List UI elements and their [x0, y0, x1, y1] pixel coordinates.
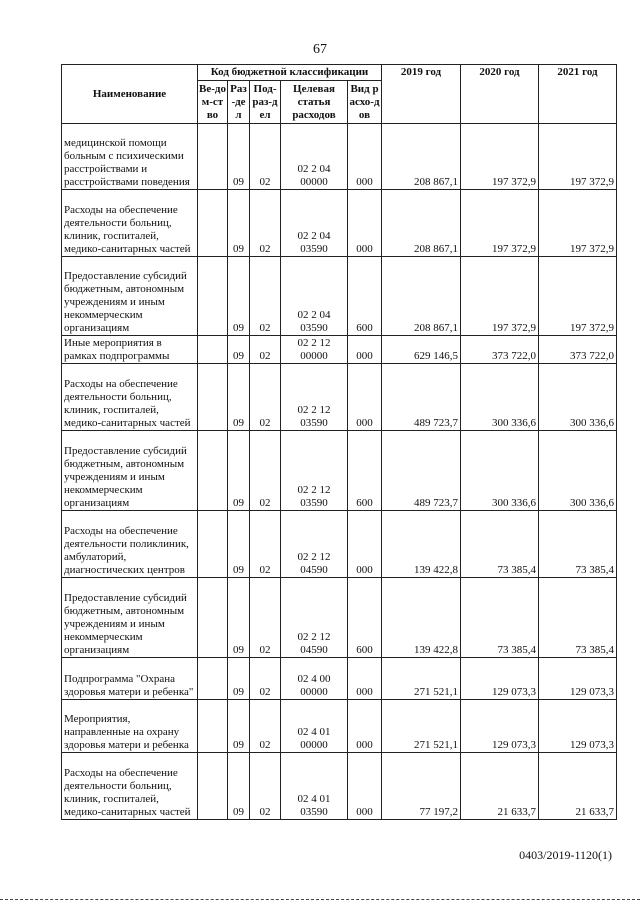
header-celevaya: Целевая статья расходов [281, 81, 348, 124]
document-code: 0403/2019-1120(1) [519, 848, 612, 862]
row-podrazdel: 02 [250, 190, 281, 257]
budget-table [61, 64, 617, 820]
row-podrazdel: 02 [250, 753, 281, 820]
row-2019: 208 867,1 [382, 190, 461, 257]
row-ved [198, 658, 228, 700]
row-ved [198, 753, 228, 820]
row-2019: 208 867,1 [382, 124, 461, 190]
row-podrazdel: 02 [250, 658, 281, 700]
row-name: Иные мероприятия в рамках подпрограммы [62, 336, 198, 364]
table-row [62, 578, 617, 658]
row-vid: 600 [348, 257, 382, 336]
row-razdel: 09 [228, 124, 250, 190]
row-2019: 489 723,7 [382, 364, 461, 431]
row-2020: 197 372,9 [461, 257, 539, 336]
row-celevaya: 02 2 04 00000 [281, 124, 348, 190]
row-podrazdel: 02 [250, 511, 281, 578]
row-razdel: 09 [228, 190, 250, 257]
row-2019: 139 422,8 [382, 578, 461, 658]
row-vid: 000 [348, 511, 382, 578]
table-row [62, 753, 617, 820]
row-2019: 271 521,1 [382, 700, 461, 753]
row-celevaya: 02 2 12 03590 [281, 431, 348, 511]
table-row [62, 124, 617, 190]
row-razdel: 09 [228, 511, 250, 578]
table-row [62, 700, 617, 753]
table-row [62, 190, 617, 257]
header-name: Наименование [62, 65, 198, 124]
row-ved [198, 124, 228, 190]
row-2021: 73 385,4 [539, 511, 617, 578]
row-name: Предоставление субсидий бюджетным, автономным учреждениям и иным некоммерческим организациям [62, 578, 198, 658]
row-2020: 21 633,7 [461, 753, 539, 820]
row-2021: 197 372,9 [539, 257, 617, 336]
row-vid: 000 [348, 700, 382, 753]
row-name: Предоставление субсидий бюджетным, автономным учреждениям и иным некоммерческим организациям [62, 257, 198, 336]
row-vid: 000 [348, 190, 382, 257]
row-celevaya: 02 2 04 03590 [281, 190, 348, 257]
row-razdel: 09 [228, 700, 250, 753]
page-number: 67 [313, 42, 327, 57]
row-celevaya: 02 2 04 03590 [281, 257, 348, 336]
header-razdel: Раз-дел [228, 81, 250, 124]
row-name: Расходы на обеспечение деятельности больниц, клиник, госпиталей, медико-санитарных частей [62, 753, 198, 820]
table-row [62, 257, 617, 336]
row-name: Мероприятия, направленные на охрану здоровья матери и ребенка [62, 700, 198, 753]
row-ved [198, 257, 228, 336]
row-vid: 600 [348, 578, 382, 658]
row-2021: 300 336,6 [539, 431, 617, 511]
row-2021: 129 073,3 [539, 658, 617, 700]
row-2021: 197 372,9 [539, 190, 617, 257]
row-vid: 000 [348, 753, 382, 820]
table-row [62, 431, 617, 511]
row-ved [198, 578, 228, 658]
row-razdel: 09 [228, 431, 250, 511]
row-name: Расходы на обеспечение деятельности поликлиник, амбулаторий, диагностических центров [62, 511, 198, 578]
row-podrazdel: 02 [250, 336, 281, 364]
row-podrazdel: 02 [250, 700, 281, 753]
row-celevaya: 02 4 00 00000 [281, 658, 348, 700]
table-row [62, 364, 617, 431]
header-2019: 2019 год [382, 65, 461, 124]
row-vid: 000 [348, 658, 382, 700]
row-2021: 197 372,9 [539, 124, 617, 190]
row-podrazdel: 02 [250, 257, 281, 336]
row-ved [198, 511, 228, 578]
row-2019: 271 521,1 [382, 658, 461, 700]
row-name: Расходы на обеспечение деятельности больниц, клиник, госпиталей, медико-санитарных частей [62, 364, 198, 431]
header-2021: 2021 год [539, 65, 617, 124]
row-podrazdel: 02 [250, 364, 281, 431]
scan-edge-divider [0, 899, 640, 901]
row-2021: 129 073,3 [539, 700, 617, 753]
row-podrazdel: 02 [250, 578, 281, 658]
row-ved [198, 700, 228, 753]
row-name: Расходы на обеспечение деятельности больниц, клиник, госпиталей, медико-санитарных частей [62, 190, 198, 257]
row-vid: 000 [348, 124, 382, 190]
row-celevaya: 02 2 12 04590 [281, 578, 348, 658]
row-razdel: 09 [228, 336, 250, 364]
header-code-group: Код бюджетной классификации [198, 65, 382, 81]
row-celevaya: 02 2 12 00000 [281, 336, 348, 364]
header-podrazdel: Под-раз-дел [250, 81, 281, 124]
table-row [62, 336, 617, 364]
row-2019: 77 197,2 [382, 753, 461, 820]
row-2021: 373 722,0 [539, 336, 617, 364]
row-2020: 73 385,4 [461, 578, 539, 658]
row-razdel: 09 [228, 578, 250, 658]
row-ved [198, 431, 228, 511]
header-2020: 2020 год [461, 65, 539, 124]
row-2019: 489 723,7 [382, 431, 461, 511]
row-razdel: 09 [228, 364, 250, 431]
row-2021: 73 385,4 [539, 578, 617, 658]
row-podrazdel: 02 [250, 124, 281, 190]
row-2020: 300 336,6 [461, 364, 539, 431]
row-name: Предоставление субсидий бюджетным, автономным учреждениям и иным некоммерческим организациям [62, 431, 198, 511]
row-2019: 629 146,5 [382, 336, 461, 364]
row-2020: 129 073,3 [461, 658, 539, 700]
table-row [62, 658, 617, 700]
row-razdel: 09 [228, 257, 250, 336]
row-ved [198, 190, 228, 257]
row-vid: 000 [348, 336, 382, 364]
row-2020: 197 372,9 [461, 124, 539, 190]
row-2020: 73 385,4 [461, 511, 539, 578]
row-2019: 139 422,8 [382, 511, 461, 578]
row-razdel: 09 [228, 753, 250, 820]
row-celevaya: 02 4 01 03590 [281, 753, 348, 820]
row-vid: 600 [348, 431, 382, 511]
row-podrazdel: 02 [250, 431, 281, 511]
row-razdel: 09 [228, 658, 250, 700]
row-2021: 300 336,6 [539, 364, 617, 431]
table-header [62, 65, 617, 124]
row-2020: 300 336,6 [461, 431, 539, 511]
row-ved [198, 364, 228, 431]
table-row [62, 511, 617, 578]
row-name: Подпрограмма "Охрана здоровья матери и ребенка" [62, 658, 198, 700]
row-ved [198, 336, 228, 364]
row-2020: 129 073,3 [461, 700, 539, 753]
header-vedomstvo: Ве-дом-ство [198, 81, 228, 124]
row-vid: 000 [348, 364, 382, 431]
row-2021: 21 633,7 [539, 753, 617, 820]
header-vid: Вид расхо-дов [348, 81, 382, 124]
row-2019: 208 867,1 [382, 257, 461, 336]
row-celevaya: 02 2 12 04590 [281, 511, 348, 578]
row-name: медицинской помощи больным с психическими расстройствами и расстройствами поведения [62, 124, 198, 190]
row-2020: 373 722,0 [461, 336, 539, 364]
row-2020: 197 372,9 [461, 190, 539, 257]
row-celevaya: 02 4 01 00000 [281, 700, 348, 753]
row-celevaya: 02 2 12 03590 [281, 364, 348, 431]
